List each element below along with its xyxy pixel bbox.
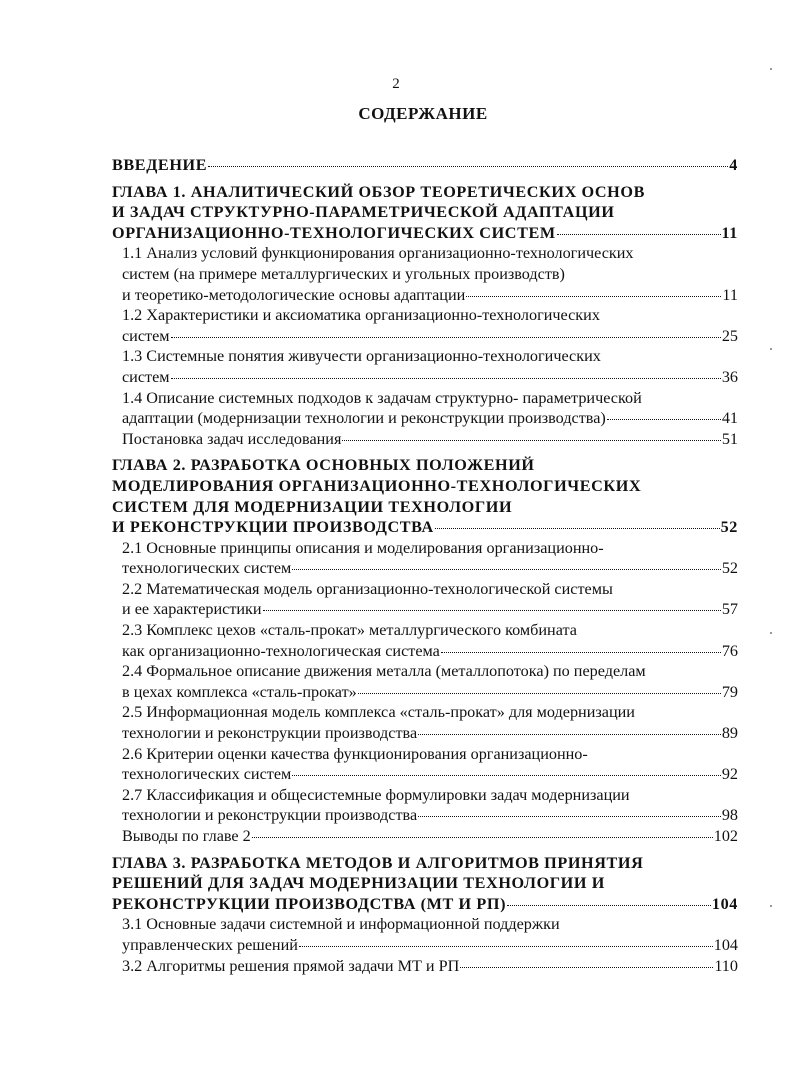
toc-entry-last-line — [122, 599, 738, 620]
page-number: 2 — [392, 76, 400, 92]
toc-page-number: 51 — [721, 429, 738, 448]
toc-entry-last-line — [112, 517, 738, 538]
toc-entry-line: МОДЕЛИРОВАНИЯ ОРГАНИЗАЦИОННО-ТЕХНОЛОГИЧЕСКИХ — [112, 476, 642, 495]
toc-entry-line: 2.3 Комплекс цехов «сталь-прокат» металлургического комбината — [122, 621, 577, 640]
toc-page-number: 25 — [721, 326, 738, 345]
scan-speck — [770, 68, 772, 70]
toc-page-number: 41 — [721, 409, 738, 428]
toc-section-entry — [122, 243, 738, 305]
scan-speck — [770, 905, 772, 907]
toc-entry-last-line — [122, 935, 738, 956]
toc-entry-line: технологических систем — [122, 765, 292, 784]
dot-leader — [292, 775, 721, 776]
toc-entry-last-line — [122, 723, 738, 744]
toc-entry-line: систем (на примере металлургических и угольных производств) — [122, 264, 565, 283]
dot-leader — [263, 610, 721, 611]
toc-entry-last-line — [122, 367, 738, 388]
dot-leader — [208, 166, 728, 167]
toc-page-number: 104 — [711, 894, 738, 913]
toc-chapter-entry — [112, 455, 738, 537]
scan-speck — [770, 632, 772, 634]
toc-page-number: 57 — [721, 600, 738, 619]
toc-entry-line: и теоретико-методологические основы адаптации — [122, 285, 466, 304]
toc-entry-last-line — [122, 326, 738, 347]
toc-chapter-entry — [112, 853, 738, 915]
toc-page-number: 79 — [721, 682, 738, 701]
dot-leader — [418, 816, 721, 817]
toc-chapter-entry — [112, 182, 738, 244]
page-title: СОДЕРЖАНИЕ — [358, 104, 488, 123]
toc-entry-line: 2.4 Формальное описание движения металла (металлопотока) по переделам — [122, 662, 646, 681]
toc-entry-line: ГЛАВА 1. АНАЛИТИЧЕСКИЙ ОБЗОР ТЕОРЕТИЧЕСКИХ ОСНОВ — [112, 182, 645, 201]
toc-section-entry — [122, 538, 738, 579]
toc-entry-line: технологии и реконструкции производства — [122, 724, 418, 743]
toc-entry-line: адаптации (модернизации технологии и реконструкции производства) — [122, 409, 606, 428]
dot-leader — [557, 234, 721, 235]
toc-section-entry — [122, 388, 738, 429]
toc-entry-line: систем — [122, 367, 170, 386]
toc-section-entry — [122, 429, 738, 450]
toc-entry-line: РЕШЕНИЙ ДЛЯ ЗАДАЧ МОДЕРНИЗАЦИИ ТЕХНОЛОГИИ И — [112, 874, 605, 893]
toc-entry-line: 1.1 Анализ условий функционирования организационно-технологических — [122, 244, 634, 263]
dot-leader — [441, 652, 721, 653]
toc-entry-last-line — [112, 894, 738, 915]
dot-leader — [171, 378, 721, 379]
toc-page-number: 89 — [721, 724, 738, 743]
toc-section-entry — [122, 346, 738, 387]
toc-section-entry — [122, 914, 738, 955]
toc-entry-line: 2.6 Критерии оценки качества функционирования организационно- — [122, 744, 588, 763]
table-of-contents — [112, 155, 738, 976]
dot-leader — [342, 440, 720, 441]
toc-chapter-entry — [112, 155, 738, 176]
toc-section-entry — [122, 744, 738, 785]
toc-entry-line: 1.2 Характеристики и аксиоматика организационно-технологических — [122, 306, 600, 325]
dot-leader — [607, 419, 721, 420]
toc-entry-line: ГЛАВА 2. РАЗРАБОТКА ОСНОВНЫХ ПОЛОЖЕНИЙ — [112, 456, 535, 475]
toc-entry-last-line — [122, 764, 738, 785]
toc-entry-last-line — [112, 223, 738, 244]
dot-leader — [460, 967, 713, 968]
toc-page-number: 98 — [721, 806, 738, 825]
toc-section-entry — [122, 661, 738, 702]
dot-leader — [466, 296, 721, 297]
toc-entry-last-line — [122, 285, 738, 306]
toc-entry-last-line — [122, 429, 738, 450]
dot-leader — [507, 905, 711, 906]
dot-leader — [252, 837, 713, 838]
toc-entry-line: в цехах комплекса «сталь-прокат» — [122, 682, 357, 701]
toc-entry-last-line — [112, 155, 738, 176]
toc-entry-line: управленческих решений — [122, 935, 298, 954]
scan-speck — [770, 348, 772, 350]
toc-section-entry — [122, 620, 738, 661]
toc-entry-line: 2.2 Математическая модель организационно-технологической системы — [122, 579, 613, 598]
toc-entry-line: технологических систем — [122, 559, 292, 578]
toc-entry-line: и ее характеристики — [122, 600, 262, 619]
toc-entry-line: 2.7 Классификация и общесистемные формулировки задач модернизации — [122, 785, 630, 804]
dot-leader — [358, 693, 721, 694]
toc-page-number: 36 — [721, 367, 738, 386]
toc-section-entry — [122, 785, 738, 826]
toc-section-entry — [122, 956, 738, 977]
dot-leader — [418, 734, 721, 735]
toc-entry-line: 2.1 Основные принципы описания и моделирования организационно- — [122, 538, 604, 557]
dot-leader — [299, 946, 713, 947]
toc-entry-line: ВВЕДЕНИЕ — [112, 156, 208, 174]
toc-entry-line: ГЛАВА 3. РАЗРАБОТКА МЕТОДОВ И АЛГОРИТМОВ ПРИНЯТИЯ — [112, 853, 644, 872]
toc-page-number: 110 — [714, 956, 738, 975]
toc-entry-last-line — [122, 558, 738, 579]
toc-page-number: 11 — [721, 223, 738, 242]
toc-section-entry — [122, 826, 738, 847]
toc-entry-last-line — [122, 682, 738, 703]
toc-entry-line: РЕКОНСТРУКЦИИ ПРОИЗВОДСТВА (МТ И РП) — [112, 894, 507, 913]
dot-leader — [292, 569, 721, 570]
toc-entry-last-line — [122, 641, 738, 662]
dot-leader — [435, 528, 720, 529]
dot-leader — [171, 337, 721, 338]
toc-entry-last-line — [122, 408, 738, 429]
toc-page-number: 52 — [720, 518, 738, 537]
toc-page-number: 52 — [721, 559, 738, 578]
toc-page-number: 76 — [721, 641, 738, 660]
toc-page-number: 4 — [729, 156, 738, 174]
toc-entry-line: 2.5 Информационная модель комплекса «сталь-прокат» для модернизации — [122, 703, 635, 722]
toc-entry-line: как организационно-технологическая система — [122, 641, 440, 660]
toc-entry-line: 1.4 Описание системных подходов к задачам структурно- параметрической — [122, 388, 642, 407]
toc-page-number: 92 — [721, 765, 738, 784]
toc-page-number: 102 — [713, 827, 738, 845]
toc-section-entry — [122, 702, 738, 743]
toc-entry-line: Постановка задач исследования — [122, 429, 342, 448]
toc-section-entry — [122, 579, 738, 620]
toc-entry-line: И ЗАДАЧ СТРУКТУРНО-ПАРАМЕТРИЧЕСКОЙ АДАПТАЦИИ — [112, 203, 615, 222]
toc-page-number: 104 — [713, 935, 738, 954]
toc-entry-line: СИСТЕМ ДЛЯ МОДЕРНИЗАЦИИ ТЕХНОЛОГИИ — [112, 497, 513, 516]
toc-entry-line: 1.3 Системные понятия живучести организационно-технологических — [122, 347, 601, 366]
toc-entry-last-line — [122, 805, 738, 826]
toc-entry-last-line — [122, 956, 738, 977]
toc-section-entry — [122, 305, 738, 346]
toc-entry-line: технологии и реконструкции производства — [122, 806, 418, 825]
toc-entry-line: Выводы по главе 2 — [122, 827, 251, 845]
toc-entry-line: И РЕКОНСТРУКЦИИ ПРОИЗВОДСТВА — [112, 518, 434, 537]
toc-entry-line: 3.1 Основные задачи системной и информационной поддержки — [122, 915, 560, 934]
toc-entry-last-line — [122, 826, 738, 847]
toc-entry-line: 3.2 Алгоритмы решения прямой задачи МТ и РП — [122, 956, 460, 975]
toc-entry-line: систем — [122, 326, 170, 345]
toc-entry-line: ОРГАНИЗАЦИОННО-ТЕХНОЛОГИЧЕСКИХ СИСТЕМ — [112, 223, 556, 242]
toc-page-number: 11 — [722, 285, 738, 304]
